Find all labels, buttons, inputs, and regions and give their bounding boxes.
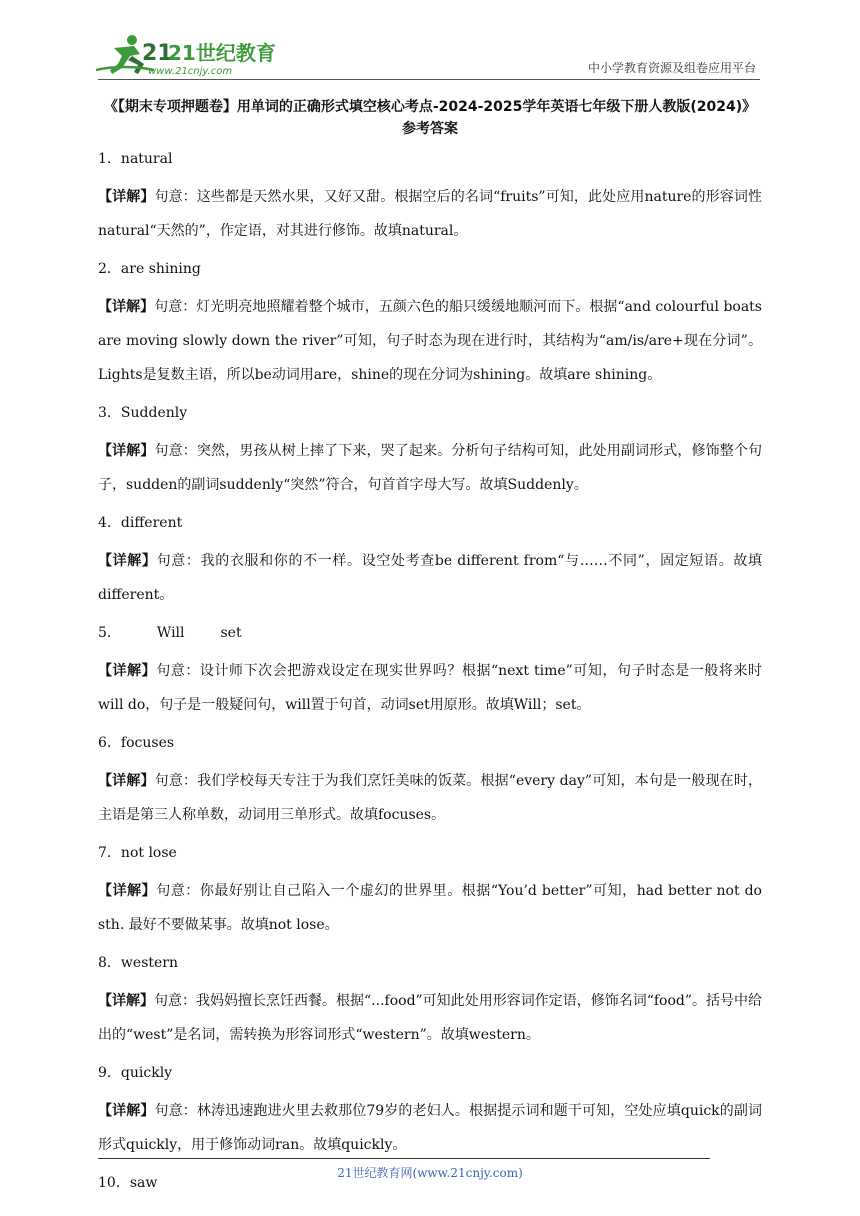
answer-text-2: set [220,625,242,641]
explanation-label: 【详解】 [98,189,155,205]
question-number: 10． [98,1175,130,1191]
logo [92,30,276,82]
question-number: 4． [98,515,121,531]
answer-text: not lose [120,845,177,861]
explanation-label: 【详解】 [98,443,155,459]
explanation-text: 句意：设计师下次会把游戏设定在现实世界吗？根据“next time”可知，句子时态是一般将来时will do，句子是一般疑问句，will置于句首，动词set用原形。故填Will；set。 [98,663,763,713]
answer-text: Suddenly [120,405,188,421]
question-number: 1． [98,151,121,167]
answer-line [98,842,762,866]
page-header [0,0,860,90]
answer-line [98,732,762,756]
explanation-label: 【详解】 [98,663,157,679]
answer-list [98,148,762,1196]
footer-divider [98,1158,710,1159]
explanation-label: 【详解】 [98,1103,155,1119]
answer-line [98,952,762,976]
answer-line [98,258,762,282]
explanation [98,290,762,392]
answer-text: are shining [120,261,201,277]
answer-line [98,1062,762,1086]
answer-line [98,622,762,646]
question-number: 9． [98,1065,121,1081]
title-block [60,96,800,140]
header-divider [98,79,760,80]
explanation-label: 【详解】 [98,883,157,899]
answer-text: different [120,515,183,531]
svg-text:21: 21 [142,41,173,66]
explanation [98,874,762,942]
question-number: 7． [98,845,121,861]
explanation-text: 句意：灯光明亮地照耀着整个城市，五颜六色的船只缓缓地顺河而下。根据“and colourful boats are moving slowly down the river”可知，句子时态为现在进行时，其结构为“am/is/are+现在分词”。Lights是复数主语，所以be动词用are，shine的现在分词为shining。故填are shining。 [98,299,762,383]
answer-text: natural [120,151,173,167]
answer-text: focuses [120,735,175,751]
answer-line [98,148,762,172]
answer-text: Will [156,625,185,641]
explanation [98,1094,762,1162]
explanation-text: 句意：我的衣服和你的不一样。设空处考查be different from“与……不同”，固定短语。故填different。 [98,553,762,603]
answer-line [98,402,762,426]
answer-text: western [120,955,178,971]
document-title: 《【期末专项押题卷】用单词的正确形式填空核心考点-2024-2025学年英语七年级下册人教版(2024)》 [103,99,757,115]
explanation [98,984,762,1052]
svg-text:21世纪教育: 21世纪教育 [168,41,276,65]
header-platform-text: 中小学教育资源及组卷应用平台 [587,61,756,75]
answer-line [98,512,762,536]
explanation-label: 【详解】 [98,553,157,569]
question-number: 5． [98,625,121,641]
explanation-text: 句意：我们学校每天专注于为我们烹饪美味的饭菜。根据“every day”可知，本句是一般现在时，主语是第三人称单数，动词用三单形式。故填focuses。 [98,773,763,823]
explanation-label: 【详解】 [98,773,155,789]
explanation-label: 【详解】 [98,993,155,1009]
explanation-text: 句意：你最好别让自己陷入一个虚幻的世界里。根据“You’d better”可知，had better not do sth. 最好不要做某事。故填not lose。 [98,883,762,933]
svg-text:www.21cnjy.com: www.21cnjy.com [148,66,233,77]
explanation [98,180,762,248]
answer-text: saw [129,1175,158,1191]
document-subtitle: 参考答案 [402,121,458,137]
footer-text: 21世纪教育网(www.21cnjy.com) [337,1166,523,1180]
explanation-text: 句意：林涛迅速跑进火里去救那位79岁的老妇人。根据提示词和题干可知，空处应填quick的副词形式quickly，用于修饰动词ran。故填quickly。 [98,1103,763,1153]
explanation [98,654,762,722]
explanation [98,544,762,612]
explanation [98,764,762,832]
explanation-text: 句意：我妈妈擅长烹饪西餐。根据“...food”可知此处用形容词作定语，修饰名词“food”。括号中给出的“west”是名词，需转换为形容词形式“western”。故填western。 [98,993,763,1043]
question-number: 2． [98,261,121,277]
explanation [98,434,762,502]
answer-text: quickly [120,1065,173,1081]
explanation-text: 句意：突然，男孩从树上摔了下来，哭了起来。分析句子结构可知，此处用副词形式，修饰整个句子，sudden的副词suddenly“突然”符合，句首首字母大写。故填Suddenly。 [98,443,763,493]
question-number: 8． [98,955,121,971]
explanation-text: 句意：这些都是天然水果，又好又甜。根据空后的名词“fruits”可知，此处应用nature的形容词性natural“天然的”，作定语，对其进行修饰。故填natural。 [98,189,763,239]
question-number: 6． [98,735,121,751]
logo-runner-icon [92,30,276,82]
explanation-label: 【详解】 [98,299,155,315]
question-number: 3． [98,405,121,421]
